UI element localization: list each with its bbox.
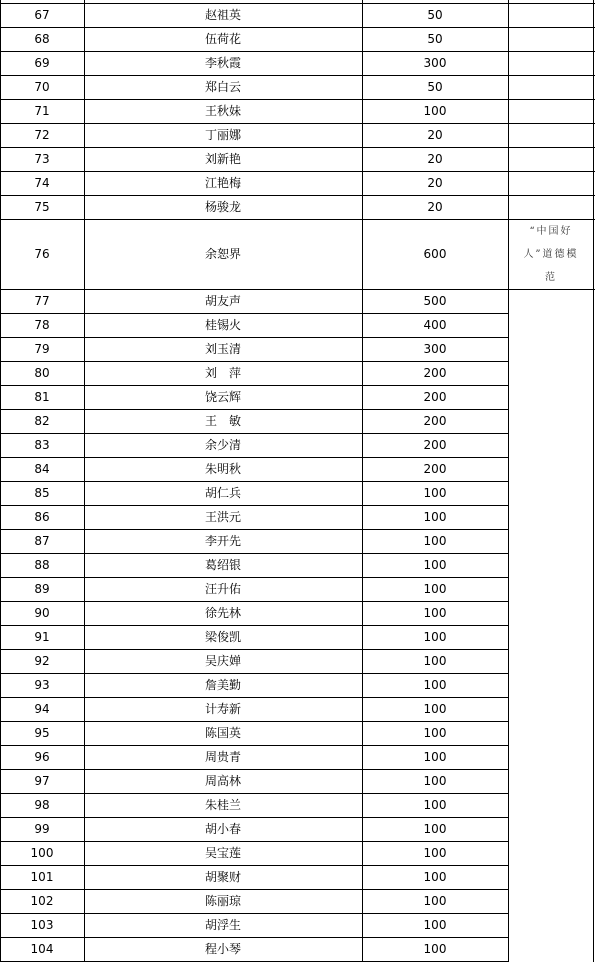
donor-name: 程小琴 bbox=[204, 942, 241, 956]
donation-amount: 200 bbox=[423, 366, 447, 380]
donation-amount: 100 bbox=[423, 822, 447, 836]
donation-amount: 100 bbox=[423, 534, 447, 548]
grid-line-horizontal bbox=[0, 289, 595, 290]
donation-amount: 500 bbox=[423, 294, 447, 308]
grid-line-horizontal bbox=[0, 529, 509, 530]
donation-amount: 20 bbox=[427, 152, 443, 166]
donation-amount: 100 bbox=[423, 774, 447, 788]
donor-name: 王秋妹 bbox=[204, 104, 241, 118]
grid-line-vertical bbox=[508, 0, 509, 962]
donor-name: 胡仁兵 bbox=[204, 486, 241, 500]
row-number: 72 bbox=[34, 128, 50, 142]
donor-name: 李秋霞 bbox=[204, 56, 241, 70]
row-number: 103 bbox=[30, 918, 54, 932]
donation-amount: 20 bbox=[427, 200, 443, 214]
donation-amount: 400 bbox=[423, 318, 447, 332]
donation-amount: 300 bbox=[423, 342, 447, 356]
row-number: 83 bbox=[34, 438, 50, 452]
grid-line-horizontal bbox=[0, 313, 509, 314]
grid-line-horizontal bbox=[0, 889, 509, 890]
grid-line-horizontal bbox=[0, 51, 595, 52]
donor-name: 刘 萍 bbox=[204, 366, 241, 380]
donor-name: 周贵青 bbox=[204, 750, 241, 764]
row-number: 95 bbox=[34, 726, 50, 740]
donation-amount: 50 bbox=[427, 80, 443, 94]
donation-amount: 100 bbox=[423, 510, 447, 524]
donor-name: 伍荷花 bbox=[204, 32, 241, 46]
grid-line-horizontal bbox=[0, 433, 509, 434]
row-number: 69 bbox=[34, 56, 50, 70]
donor-name: 桂锡火 bbox=[204, 318, 241, 332]
donation-amount: 20 bbox=[427, 128, 443, 142]
donor-name: 胡友声 bbox=[204, 294, 241, 308]
row-number: 94 bbox=[34, 702, 50, 716]
grid-line-horizontal bbox=[0, 27, 595, 28]
row-number: 100 bbox=[30, 846, 54, 860]
grid-line-horizontal bbox=[0, 99, 595, 100]
row-number: 80 bbox=[34, 366, 50, 380]
grid-line-horizontal bbox=[0, 841, 509, 842]
grid-line-horizontal bbox=[0, 577, 509, 578]
grid-line-horizontal bbox=[0, 673, 509, 674]
donation-amount: 100 bbox=[423, 678, 447, 692]
row-number: 97 bbox=[34, 774, 50, 788]
grid-line-horizontal bbox=[0, 75, 595, 76]
donation-amount: 100 bbox=[423, 870, 447, 884]
grid-line-horizontal bbox=[0, 697, 509, 698]
donor-name: 吴庆婵 bbox=[204, 654, 241, 668]
grid-line-vertical bbox=[362, 0, 363, 962]
donation-amount: 100 bbox=[423, 654, 447, 668]
grid-line-vertical bbox=[84, 0, 85, 962]
donation-amount: 200 bbox=[423, 390, 447, 404]
grid-line-horizontal bbox=[0, 409, 509, 410]
donation-amount: 100 bbox=[423, 750, 447, 764]
grid-line-horizontal bbox=[0, 913, 509, 914]
donor-name: 杨骏龙 bbox=[204, 200, 241, 214]
donor-name: 王 敏 bbox=[204, 414, 241, 428]
donation-amount: 50 bbox=[427, 8, 443, 22]
row-number: 89 bbox=[34, 582, 50, 596]
donor-name: 计寿新 bbox=[204, 702, 241, 716]
grid-line-horizontal bbox=[0, 147, 595, 148]
grid-line-horizontal bbox=[0, 769, 509, 770]
grid-line-horizontal bbox=[0, 385, 509, 386]
donor-name: 刘玉清 bbox=[204, 342, 241, 356]
donor-name: 梁俊凯 bbox=[204, 630, 241, 644]
donation-amount: 200 bbox=[423, 462, 447, 476]
grid-line-horizontal bbox=[0, 721, 509, 722]
donor-name: 余恕界 bbox=[204, 247, 241, 261]
grid-line-horizontal bbox=[0, 601, 509, 602]
donor-name: 陈丽琼 bbox=[204, 894, 241, 908]
grid-line-horizontal bbox=[0, 745, 509, 746]
row-number: 71 bbox=[34, 104, 50, 118]
donor-name: 赵祖英 bbox=[204, 8, 241, 22]
row-number: 86 bbox=[34, 510, 50, 524]
row-number: 76 bbox=[34, 247, 50, 261]
grid-line-horizontal bbox=[0, 505, 509, 506]
donor-name: 陈国英 bbox=[204, 726, 241, 740]
row-number: 74 bbox=[34, 176, 50, 190]
grid-line-horizontal bbox=[0, 457, 509, 458]
row-number: 98 bbox=[34, 798, 50, 812]
grid-line-horizontal bbox=[0, 553, 509, 554]
row-number: 99 bbox=[34, 822, 50, 836]
grid-line-vertical bbox=[0, 0, 1, 962]
donation-amount: 100 bbox=[423, 486, 447, 500]
grid-line-horizontal bbox=[0, 817, 509, 818]
row-number: 102 bbox=[30, 894, 54, 908]
grid-line-horizontal bbox=[0, 3, 595, 4]
donor-name: 刘新艳 bbox=[204, 152, 241, 166]
donor-name: 胡浮生 bbox=[204, 918, 241, 932]
donor-name: 胡小春 bbox=[204, 822, 241, 836]
honor-remark: “中国好人”道德模范 bbox=[523, 225, 579, 283]
row-number: 68 bbox=[34, 32, 50, 46]
row-number: 78 bbox=[34, 318, 50, 332]
grid-line-vertical bbox=[593, 0, 594, 962]
row-number: 73 bbox=[34, 152, 50, 166]
grid-line-horizontal bbox=[0, 195, 595, 196]
donation-amount: 100 bbox=[423, 846, 447, 860]
donation-amount: 50 bbox=[427, 32, 443, 46]
grid-line-horizontal bbox=[0, 481, 509, 482]
row-number: 70 bbox=[34, 80, 50, 94]
row-number: 77 bbox=[34, 294, 50, 308]
donation-amount: 200 bbox=[423, 438, 447, 452]
donor-name: 汪升佑 bbox=[204, 582, 241, 596]
donation-amount: 200 bbox=[423, 414, 447, 428]
row-number: 88 bbox=[34, 558, 50, 572]
grid-line-horizontal bbox=[0, 649, 509, 650]
grid-line-horizontal bbox=[0, 171, 595, 172]
donation-amount: 100 bbox=[423, 918, 447, 932]
donor-name: 余少清 bbox=[204, 438, 241, 452]
donor-name: 吴宝莲 bbox=[204, 846, 241, 860]
grid-line-horizontal bbox=[0, 337, 509, 338]
grid-line-horizontal bbox=[0, 937, 509, 938]
donor-name: 詹美勤 bbox=[204, 678, 241, 692]
donation-amount: 100 bbox=[423, 630, 447, 644]
row-number: 85 bbox=[34, 486, 50, 500]
donation-amount: 100 bbox=[423, 798, 447, 812]
row-number: 93 bbox=[34, 678, 50, 692]
donor-name: 朱明秋 bbox=[204, 462, 241, 476]
row-number: 96 bbox=[34, 750, 50, 764]
donation-amount: 100 bbox=[423, 726, 447, 740]
row-number: 84 bbox=[34, 462, 50, 476]
row-number: 67 bbox=[34, 8, 50, 22]
row-number: 75 bbox=[34, 200, 50, 214]
donation-amount: 100 bbox=[423, 606, 447, 620]
donor-name: 胡聚财 bbox=[204, 870, 241, 884]
donor-name: 江艳梅 bbox=[204, 176, 241, 190]
row-number: 104 bbox=[30, 942, 54, 956]
row-number: 79 bbox=[34, 342, 50, 356]
donor-name: 周高林 bbox=[204, 774, 241, 788]
donor-name: 朱桂兰 bbox=[204, 798, 241, 812]
row-number: 87 bbox=[34, 534, 50, 548]
donor-name: 郑白云 bbox=[204, 80, 241, 94]
donor-name: 李开先 bbox=[204, 534, 241, 548]
row-number: 91 bbox=[34, 630, 50, 644]
grid-line-horizontal bbox=[0, 123, 595, 124]
grid-line-horizontal bbox=[0, 219, 595, 220]
donor-name: 徐先林 bbox=[204, 606, 241, 620]
donation-amount: 300 bbox=[423, 56, 447, 70]
donor-name: 饶云辉 bbox=[204, 390, 241, 404]
donor-name: 丁丽娜 bbox=[204, 128, 241, 142]
donation-amount: 20 bbox=[427, 176, 443, 190]
donation-amount: 100 bbox=[423, 702, 447, 716]
row-number: 101 bbox=[30, 870, 54, 884]
row-number: 82 bbox=[34, 414, 50, 428]
row-number: 92 bbox=[34, 654, 50, 668]
donation-amount: 100 bbox=[423, 894, 447, 908]
grid-line-horizontal bbox=[0, 625, 509, 626]
donation-amount: 100 bbox=[423, 942, 447, 956]
row-number: 90 bbox=[34, 606, 50, 620]
donor-name: 王洪元 bbox=[204, 510, 241, 524]
donation-amount: 100 bbox=[423, 582, 447, 596]
donor-name: 葛绍银 bbox=[204, 558, 241, 572]
donation-amount: 600 bbox=[423, 247, 447, 261]
grid-line-horizontal bbox=[0, 865, 509, 866]
donation-amount: 100 bbox=[423, 558, 447, 572]
grid-line-horizontal bbox=[0, 361, 509, 362]
donation-amount: 100 bbox=[423, 104, 447, 118]
grid-line-horizontal bbox=[0, 793, 509, 794]
row-number: 81 bbox=[34, 390, 50, 404]
